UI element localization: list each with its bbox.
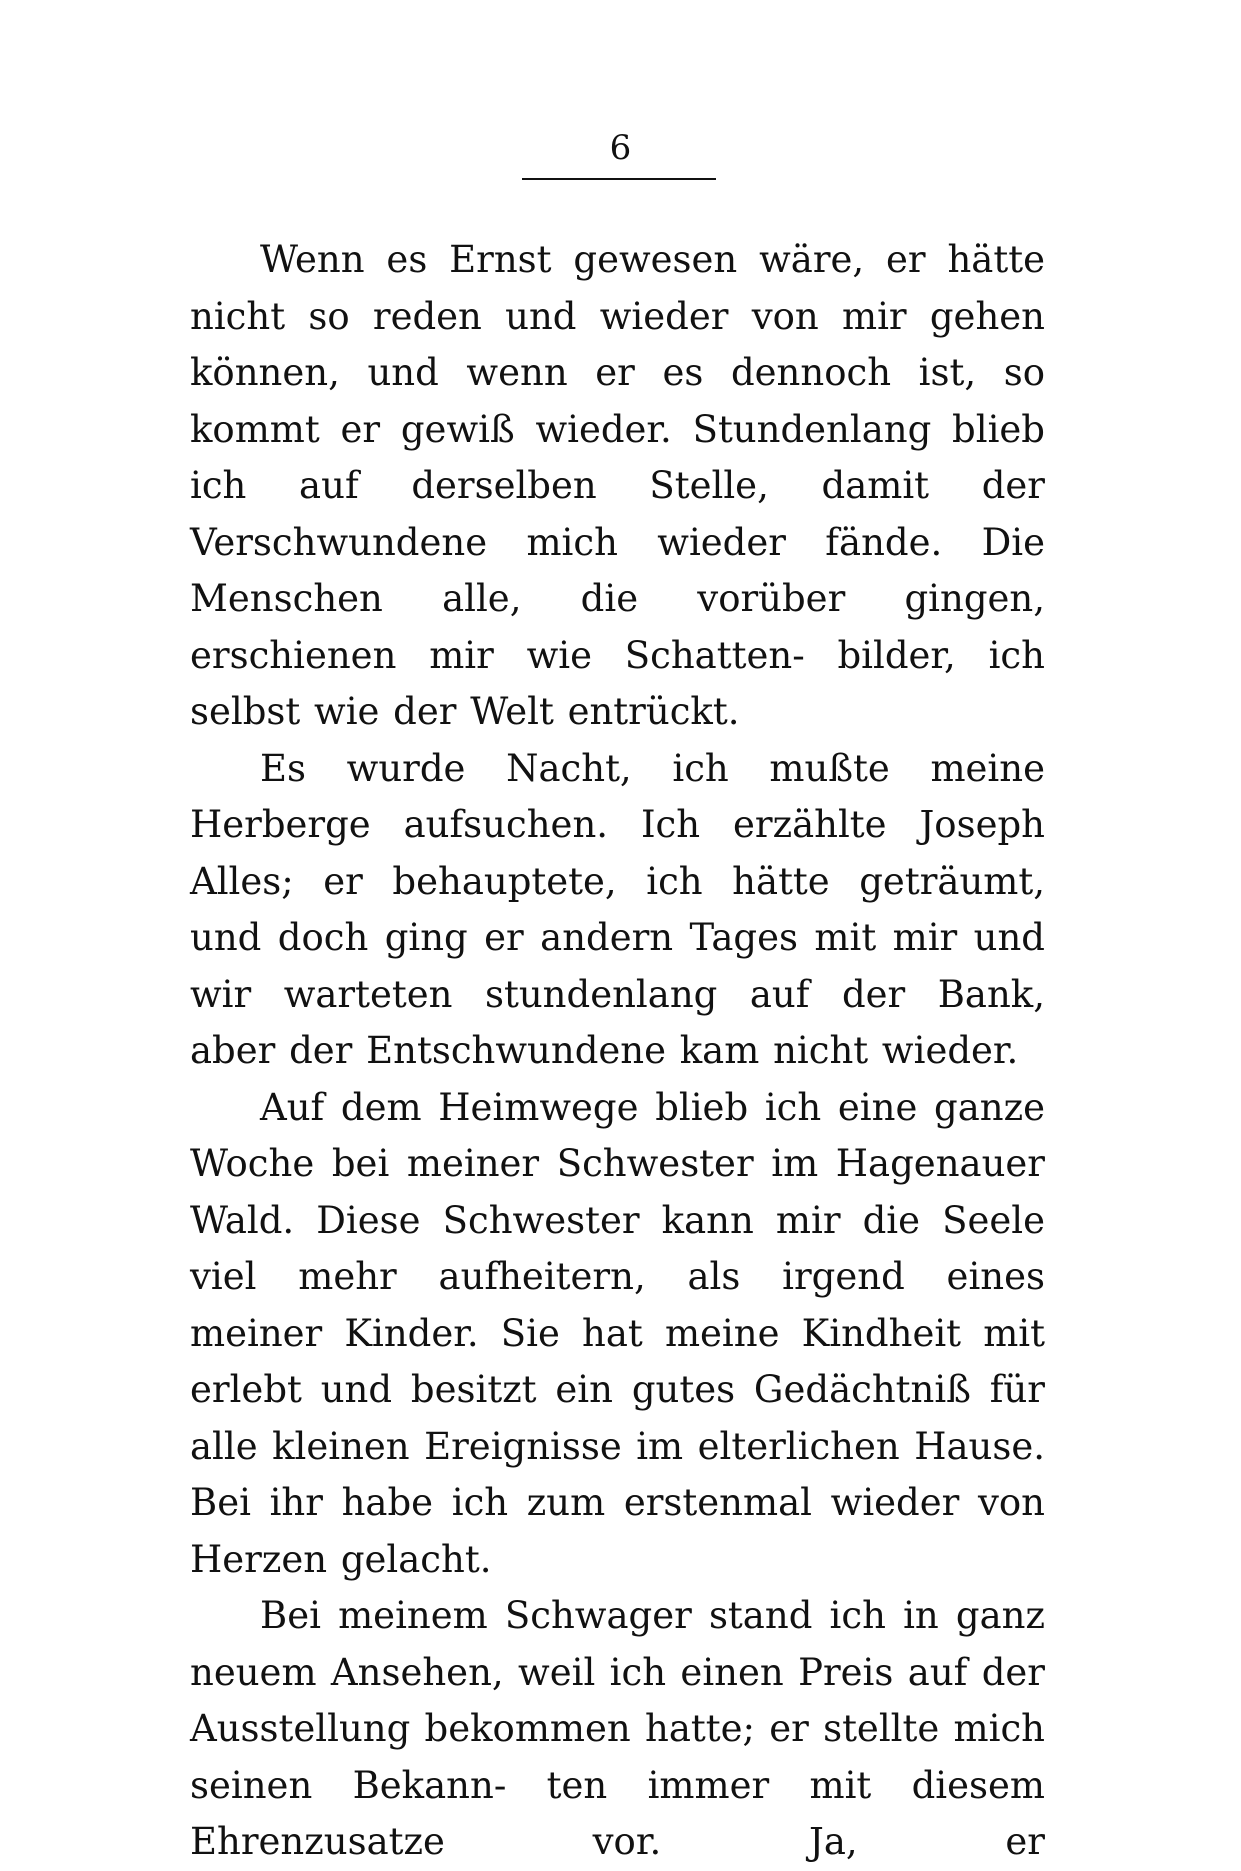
paragraph-1: Wenn es Ernst gewesen wäre, er hätte nicht so reden und wieder von mir gehen können, und wenn er es dennoch ist, so kommt er gewiß wieder. Stundenlang blieb ich auf derselben Stelle, damit der Verschwundene mich wieder fände. Die Menschen alle, die vorüber gingen, erschienen mir wie Schatten- bilder, ich selbst wie der Welt entrückt.: [190, 238, 1045, 733]
header-rule: [522, 178, 716, 180]
paragraph-2: Es wurde Nacht, ich mußte meine Herberge aufsuchen. Ich erzählte Joseph Alles; er behauptete, ich hätte geträumt, und doch ging er andern Tages mit mir und wir warteten stundenlang auf der Bank, aber der Entschwundene kam nicht wieder.: [190, 746, 1045, 1072]
paragraph-3: Auf dem Heimwege blieb ich eine ganze Woche bei meiner Schwester im Hagenauer Wald. Diese Schwester kann mir die Seele viel mehr aufheitern, als irgend eines meiner Kinder. Sie hat meine Kindheit mit erlebt und besitzt ein gutes Gedächtniß für alle kleinen Ereignisse im elterlichen Hause. Bei ihr habe ich zum erstenmal wieder von Herzen gelacht.: [190, 1085, 1045, 1581]
paragraph-4: Bei meinem Schwager stand ich in ganz neuem Ansehen, weil ich einen Preis auf der Ausstellung bekommen hatte; er stellte mich seinen Bekann- ten immer mit diesem Ehrenzusatze vor. Ja, er: [190, 1594, 1045, 1863]
page-number: 6: [609, 128, 632, 168]
body-text: [190, 232, 1045, 1871]
